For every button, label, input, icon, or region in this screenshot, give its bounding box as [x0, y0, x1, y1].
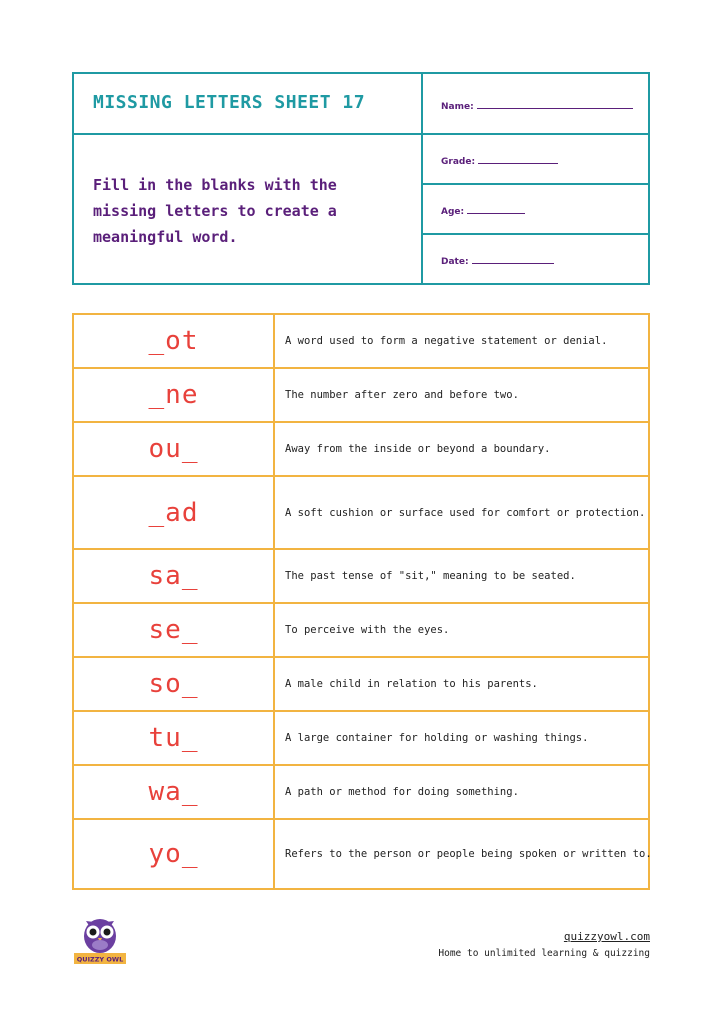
age-label: Age:: [441, 207, 465, 217]
table-row: [74, 550, 648, 604]
word-puzzle[interactable]: wa_: [148, 777, 199, 807]
worksheet-header: [72, 72, 650, 285]
clue-cell: [275, 766, 648, 818]
date-label: Date:: [441, 257, 469, 267]
word-clue: Refers to the person or people being spoken or written to.: [285, 848, 652, 860]
table-row: [74, 369, 648, 423]
age-cell: [423, 185, 648, 235]
word-cell: [74, 604, 275, 656]
table-row: [74, 604, 648, 658]
missing-letters-table: [72, 313, 650, 890]
grade-label: Grade:: [441, 157, 476, 167]
word-puzzle[interactable]: _ot: [148, 326, 199, 356]
instructions-cell: [74, 135, 423, 283]
word-clue: A soft cushion or surface used for comfort or protection.: [285, 506, 646, 519]
name-cell: [423, 74, 648, 135]
table-row: [74, 712, 648, 766]
word-cell: [74, 423, 275, 475]
name-blank[interactable]: [477, 99, 633, 109]
word-puzzle[interactable]: sa_: [148, 561, 199, 591]
title-cell: [74, 74, 423, 135]
word-cell: [74, 315, 275, 367]
word-puzzle[interactable]: so_: [148, 669, 199, 699]
word-clue: The number after zero and before two.: [285, 389, 519, 401]
word-puzzle[interactable]: yo_: [148, 839, 199, 869]
clue-cell: [275, 658, 648, 710]
word-cell: [74, 550, 275, 602]
date-field[interactable]: [441, 254, 554, 267]
word-puzzle[interactable]: _ad: [148, 497, 199, 528]
instructions: Fill in the blanks with the missing letters to create a meaningful word.: [93, 176, 337, 246]
word-puzzle[interactable]: se_: [148, 615, 199, 645]
age-field[interactable]: [441, 204, 525, 217]
site-link[interactable]: quizzyowl.com: [563, 930, 650, 943]
table-row: [74, 766, 648, 820]
clue-cell: [275, 477, 648, 548]
clue-cell: [275, 712, 648, 764]
logo-text: QUIZZY OWL: [76, 955, 124, 964]
date-blank[interactable]: [472, 254, 554, 264]
word-clue: A path or method for doing something.: [285, 786, 519, 798]
table-row: [74, 315, 648, 369]
clue-cell: [275, 423, 648, 475]
word-clue: A word used to form a negative statement or denial.: [285, 335, 608, 347]
table-row: [74, 658, 648, 712]
word-clue: A male child in relation to his parents.: [285, 678, 538, 690]
word-cell: [74, 712, 275, 764]
date-cell: [423, 235, 648, 283]
owl-logo-icon[interactable]: [74, 912, 126, 964]
word-clue: The past tense of "sit," meaning to be seated.: [285, 570, 576, 582]
name-label: Name:: [441, 102, 474, 112]
grade-cell: [423, 135, 648, 185]
table-row: [74, 820, 652, 888]
word-cell: [74, 477, 275, 548]
word-clue: A large container for holding or washing things.: [285, 732, 589, 744]
clue-cell: [275, 369, 648, 421]
word-clue: Away from the inside or beyond a boundary.: [285, 443, 551, 455]
grade-field[interactable]: [441, 154, 558, 167]
clue-cell: [275, 550, 648, 602]
table-row: [74, 477, 648, 550]
clue-cell: [275, 315, 648, 367]
clue-cell: [275, 820, 652, 888]
word-clue: To perceive with the eyes.: [285, 624, 450, 636]
site-tagline: Home to unlimited learning & quizzing: [438, 948, 650, 959]
sheet-title: MISSING LETTERS SHEET 17: [93, 92, 366, 113]
word-puzzle[interactable]: _ne: [148, 380, 199, 410]
word-puzzle[interactable]: ou_: [148, 434, 199, 464]
word-cell: [74, 820, 275, 888]
word-cell: [74, 658, 275, 710]
word-cell: [74, 766, 275, 818]
grade-blank[interactable]: [478, 154, 558, 164]
table-row: [74, 423, 648, 477]
age-blank[interactable]: [467, 204, 525, 214]
name-field[interactable]: [441, 99, 633, 112]
word-cell: [74, 369, 275, 421]
word-puzzle[interactable]: tu_: [148, 723, 199, 753]
clue-cell: [275, 604, 648, 656]
